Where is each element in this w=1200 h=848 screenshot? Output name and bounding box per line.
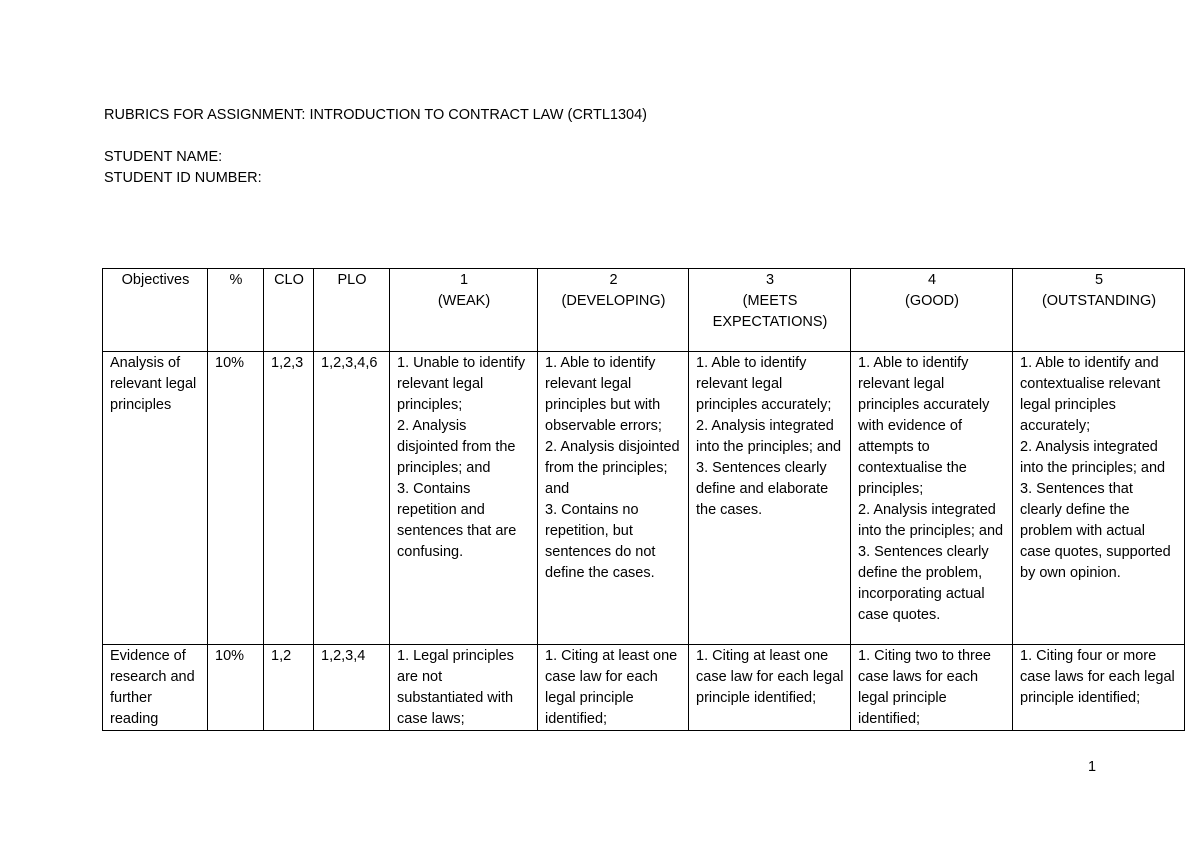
header-plo: PLO: [314, 269, 390, 352]
level-3-cell: 1. Able to identify relevant legal principles accurately; 2. Analysis integrated into the principles; and 3. Sentences clearly define and elaborate the cases.: [689, 352, 851, 645]
header-level-4: [851, 269, 1013, 352]
rubric-table: [102, 268, 1185, 731]
level-1-cell: 1. Unable to identify relevant legal principles; 2. Analysis disjointed from the principles; and 3. Contains repetition and sentences that are confusing.: [390, 352, 538, 645]
header-percent: %: [208, 269, 264, 352]
table-row: [103, 352, 1185, 645]
level-label: (MEETS EXPECTATIONS): [712, 293, 828, 330]
plo-cell: 1,2,3,4,6: [314, 352, 390, 645]
clo-cell: 1,2: [264, 645, 314, 731]
level-number: 5: [1094, 272, 1104, 288]
student-name-label: STUDENT NAME:: [104, 149, 223, 165]
document-title: RUBRICS FOR ASSIGNMENT: INTRODUCTION TO CONTRACT LAW (CRTL1304): [104, 107, 648, 123]
level-number: 3: [765, 272, 775, 288]
header-level-3: [689, 269, 851, 352]
page-number: 1: [1088, 759, 1097, 775]
percent-cell: 10%: [208, 352, 264, 645]
level-3-cell: 1. Citing at least one case law for each legal principle identified;: [689, 645, 851, 731]
level-number: 4: [927, 272, 937, 288]
document-header: [104, 105, 647, 189]
header-objectives: Objectives: [103, 269, 208, 352]
percent-cell: 10%: [208, 645, 264, 731]
level-label: (OUTSTANDING): [1041, 293, 1157, 309]
level-label: (WEAK): [437, 293, 491, 309]
level-1-cell: 1. Legal principles are not substantiated with case laws;: [390, 645, 538, 731]
header-level-2: [538, 269, 689, 352]
level-5-cell: 1. Able to identify and contextualise relevant legal principles accurately; 2. Analysis integrated into the principles; and 3. Sentences that clearly define the problem with actual case quotes, supported by own opinion.: [1013, 352, 1185, 645]
level-2-cell: 1. Citing at least one case law for each legal principle identified;: [538, 645, 689, 731]
level-number: 1: [459, 272, 469, 288]
header-clo: CLO: [264, 269, 314, 352]
level-4-cell: 1. Citing two to three case laws for each legal principle identified;: [851, 645, 1013, 731]
student-id-label: STUDENT ID NUMBER:: [104, 170, 262, 186]
table-row: [103, 645, 1185, 731]
table-header-row: [103, 269, 1185, 352]
level-number: 2: [609, 272, 618, 288]
level-label: (DEVELOPING): [561, 293, 666, 309]
level-4-cell: 1. Able to identify relevant legal principles accurately with evidence of attempts to contextualise the principles; 2. Analysis integrated into the principles; and 3. Sentences clearly define the problem, incorporating actual case quotes.: [851, 352, 1013, 645]
level-label: (GOOD): [905, 293, 959, 309]
objective-cell: Evidence of research and further reading: [103, 645, 208, 731]
level-5-cell: 1. Citing four or more case laws for each legal principle identified;: [1013, 645, 1185, 731]
header-level-1: [390, 269, 538, 352]
header-level-5: [1013, 269, 1185, 352]
clo-cell: 1,2,3: [264, 352, 314, 645]
plo-cell: 1,2,3,4: [314, 645, 390, 731]
objective-cell: Analysis of relevant legal principles: [103, 352, 208, 645]
level-2-cell: 1. Able to identify relevant legal principles but with observable errors; 2. Analysis disjointed from the principles; and 3. Contains no repetition, but sentences do not define the cases.: [538, 352, 689, 645]
